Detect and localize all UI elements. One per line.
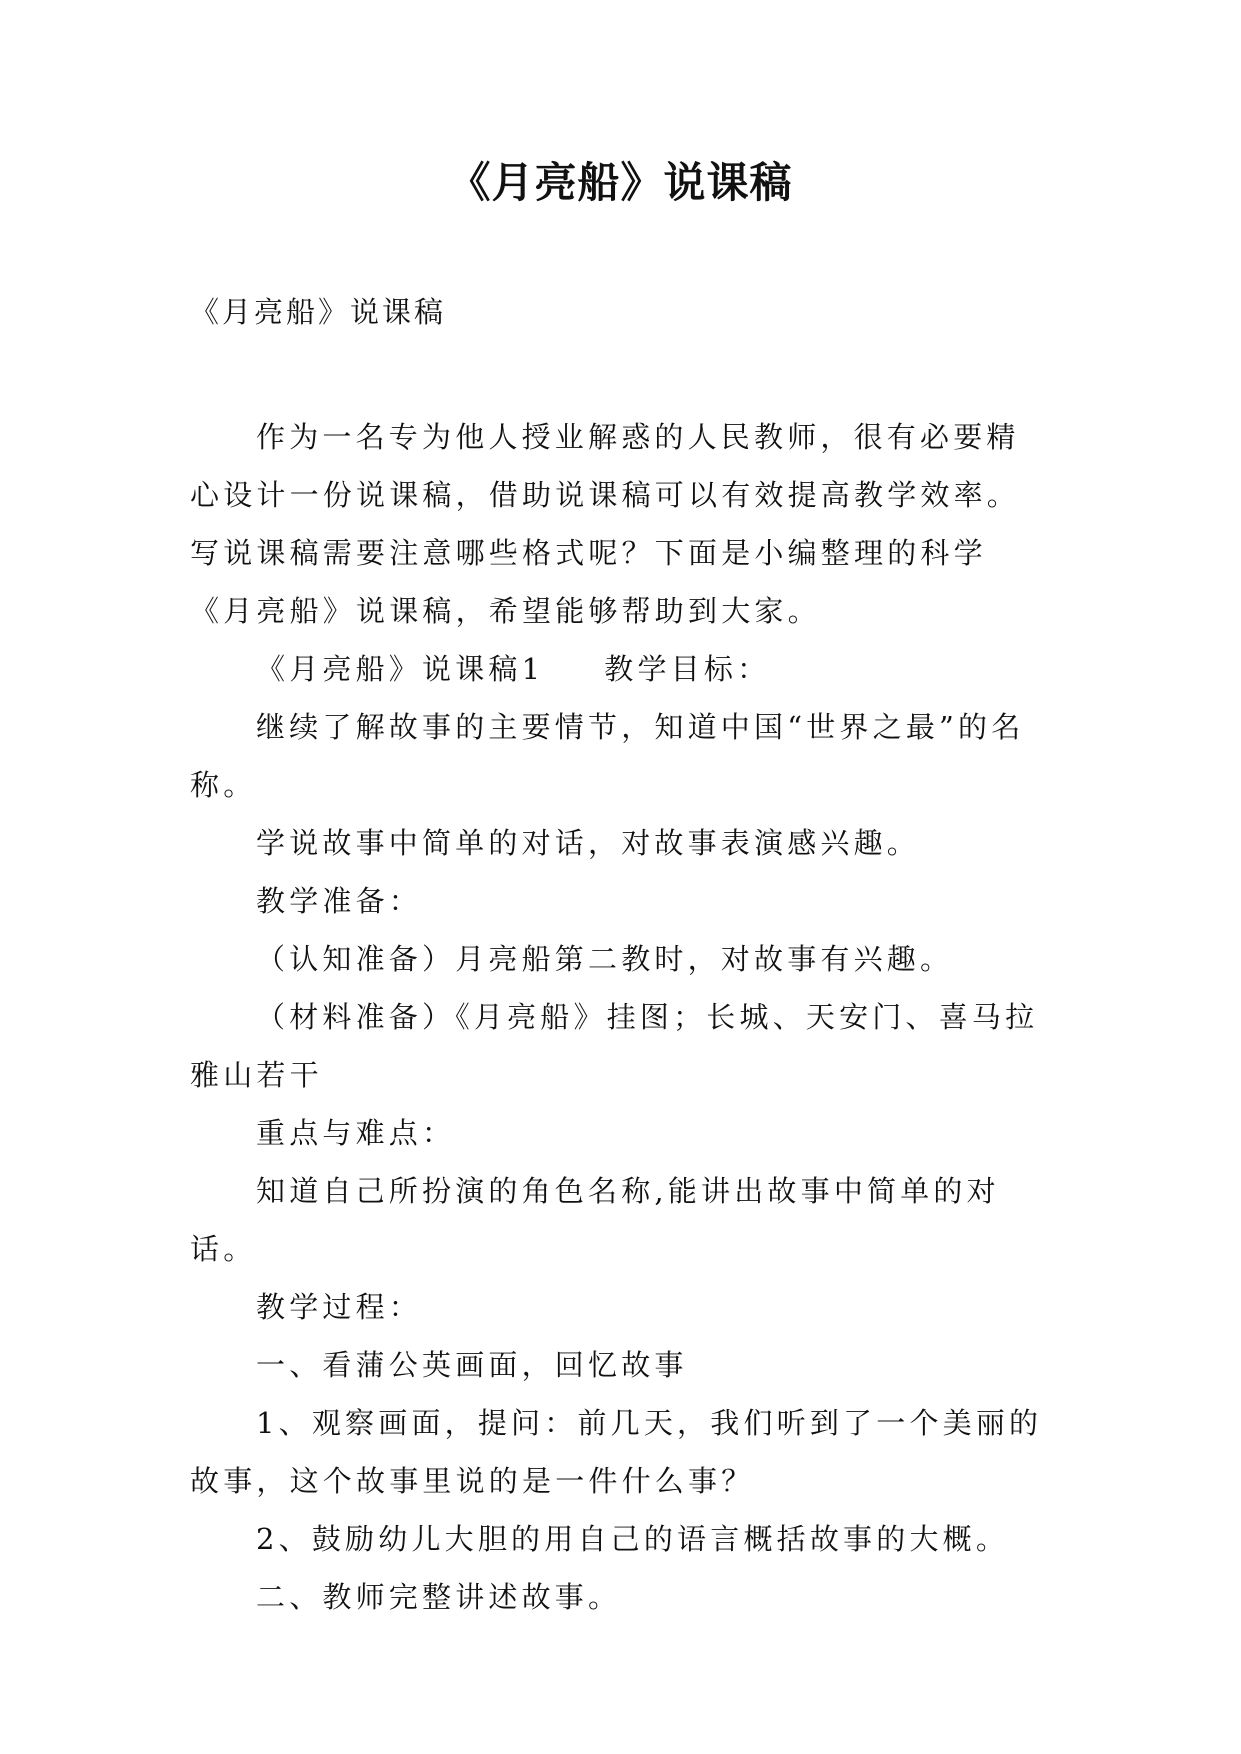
objective-paragraph-2: 学说故事中简单的对话，对故事表演感兴趣。 — [256, 826, 921, 860]
key-points-paragraph: 知道自己所扮演的角色名称,能讲出故事中简单的对话。 — [190, 1174, 1000, 1266]
section-heading-line — [190, 640, 1050, 698]
material-preparation: （材料准备）《月亮船》挂图；长城、天安门、喜马拉雅山若干 — [190, 1000, 1039, 1092]
section-title: 《月亮船》说课稿1 — [256, 652, 545, 686]
document-body — [190, 408, 1050, 1626]
objective-paragraph-1: 继续了解故事的主要情节，知道中国“世界之最”的名称。 — [190, 710, 1025, 802]
document-subtitle: 《月亮船》说课稿 — [190, 295, 447, 329]
cognitive-preparation: （认知准备）月亮船第二教时，对故事有兴趣。 — [256, 942, 954, 976]
objectives-heading: 教学目标： — [604, 652, 771, 686]
document-title: 《月亮船》说课稿 — [448, 158, 793, 207]
process-step-one-heading: 一、看蒲公英画面，回忆故事 — [256, 1348, 688, 1382]
process-step-one-item-2: 2、鼓励幼儿大胆的用自己的语言概括故事的大概。 — [256, 1522, 1010, 1556]
preparation-heading: 教学准备： — [256, 884, 423, 918]
process-step-two-heading: 二、教师完整讲述故事。 — [256, 1580, 622, 1614]
key-points-heading: 重点与难点： — [256, 1116, 456, 1150]
process-step-one-item-1: 1、观察画面，提问：前几天，我们听到了一个美丽的故事，这个故事里说的是一件什么事？ — [190, 1406, 1043, 1498]
process-heading: 教学过程： — [256, 1290, 423, 1324]
intro-paragraph: 作为一名专为他人授业解惑的人民教师，很有必要精心设计一份说课稿，借助说课稿可以有效提高教学效率。写说课稿需要注意哪些格式呢？下面是小编整理的科学《月亮船》说课稿，希望能够帮助到大家。 — [190, 420, 1021, 628]
